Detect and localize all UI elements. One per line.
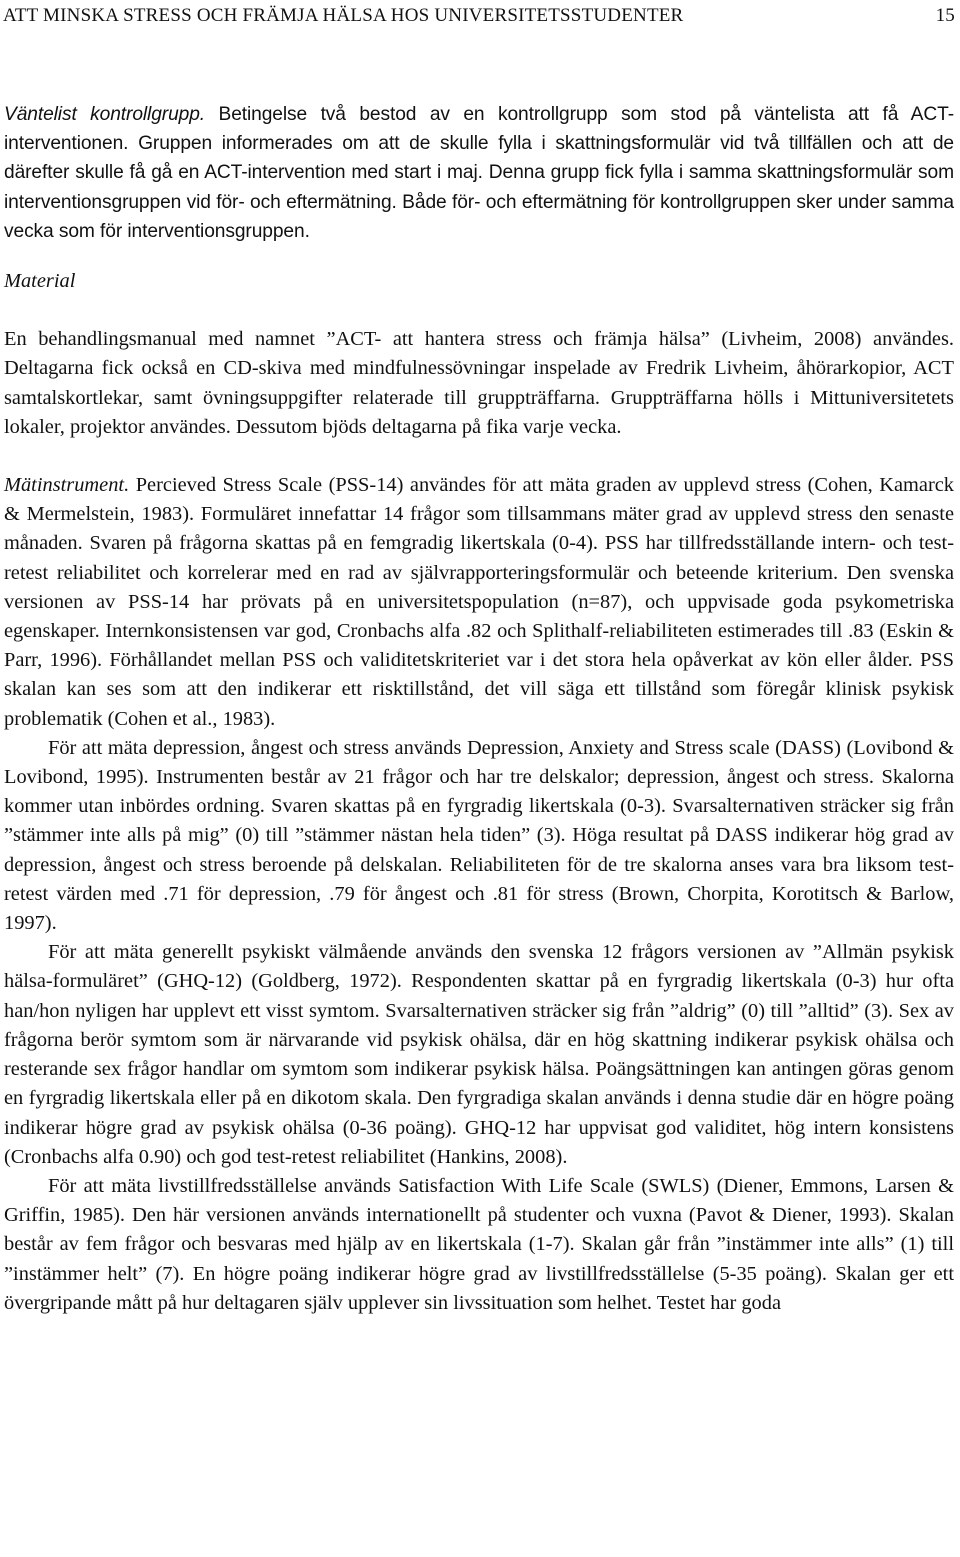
material-heading: Material [4,270,76,293]
ghq-paragraph: För att mäta generellt psykiskt välmående används den svenska 12 frågors versionen av ”Allmän psykisk hälsa-formuläret” (GHQ-12) (Goldberg, 1972). Respondenten skattar på en fyrgradig likertskala (0-3) hur ofta han/hon nyligen har upplevt ett visst symtom. Svarsalternativen sträcker sig från ”aldrig” (0) till ”alltid” (3). Sex av frågorna berör symtom som är närvarande vid psykisk ohälsa, där en hög skattning indikerar psykisk ohälsa och resterande sex frågor handlar om symtom som indikerar psykisk hälsa. Poängsättningen kan antingen göras genom en fyrgradig likertskala eller på en dikotom skala. Den fyrgradiga skalan används i denna studie där en högre poäng indikerar högre grad av psykisk ohälsa (0-36 poäng). GHQ-12 har uppvisat god validitet, hög intern konsistens (Cronbachs alfa 0.90) och god test-retest reliabilitet (Hankins, 2008). [4,941,954,1168]
pss-text: Percieved Stress Scale (PSS-14) användes för att mäta graden av upplevd stress (Cohen, Kamarck & Mermelstein, 1983). Formuläret innefattar 14 frågor som tillsammans mäter grad av upplevd stress den senaste månaden. Svaren på frågorna skattas på en femgradig likertskala (0-4). PSS har tillfredsställande intern- och test-retest reliabilitet och korrelerar med en rad av självrapporteringsformulär och beteende kriterium. Den svenska versionen av PSS-14 har prövats på en universitetspopulation (n=87), och uppvisade goda psykometriska egenskaper. Internkonsistensen var god, Cronbachs alfa .82 och Splithalf-reliabiliteten estimerades till .83 (Eskin & Parr, 1996). Förhållandet mellan PSS och validitetskriteriet var i det stora hela opåverkat av kön eller ålder. PSS skalan kan ses som att den indikerar ett risktillstånd, det vill säga ett tillstånd som föregår klinisk psykisk problematik (Cohen et al., 1983). [4,474,954,730]
page-number: 15 [935,5,955,26]
control-group-text-2: Både för- och eftermätning för kontrollgruppen sker under samma vecka som för interventionsgruppen. [4,191,954,242]
material-paragraph: En behandlingsmanual med namnet ”ACT- att hantera stress och främja hälsa” (Livheim, 2008) användes. Deltagarna fick också en CD-skiva med mindfulnessövningar inspelade av Fredrik Livheim, åhörarkopior, ACT samtalskortlekar, samt övningsuppgifter relaterade till gruppträffarna. Gruppträffarna hölls i Mittuniversitetets lokaler, projektor användes. Dessutom bjöds deltagarna på fika varje vecka. [4,328,954,438]
control-group-heading: Väntelist kontrollgrupp. [4,104,206,125]
spacer [4,442,954,471]
running-header [3,4,955,28]
running-title: ATT MINSKA STRESS OCH FRÄMJA HÄLSA HOS UNIVERSITETSSTUDENTER [3,5,684,26]
control-group-text-1: Betingelse två bestod av en kontrollgrupp som stod på väntelista att få ACT-interventionen. Gruppen informerades om att de skulle fylla i skattningsformulär vid två tillfällen och att de därefter skulle få gå en ACT-intervention med start i maj. Denna grupp fick fylla i samma skattningsformulär som interventionsgruppen vid för- och eftermätning. [4,104,954,213]
swls-paragraph: För att mäta livstillfredsställelse används Satisfaction With Life Scale (SWLS) (Diener, Emmons, Larsen & Griffin, 1985). Den här versionen används internationellt på studenter och vuxna (Pavot & Diener, 1993). Skalan består av fem frågor och besvaras med hjälp av en likertskala (1-7). Skalan går från ”instämmer inte alls” (1) till ”instämmer helt” (7). En högre poäng indikerar högre grad av livstillfredsställelse (5-35 poäng). Skalan ger ett övergripande mått på hur deltagaren själv upplever sin livssituation som helhet. Testet har goda [4,1174,954,1314]
spacer [4,296,954,325]
pss-paragraph [4,471,954,734]
body-text [4,100,954,1318]
instruments-heading: Mätinstrument. [4,474,130,497]
control-group-paragraph [4,100,954,246]
spacer [4,246,954,267]
dass-paragraph: För att mäta depression, ångest och stress används Depression, Anxiety and Stress scale (DASS) (Lovibond & Lovibond, 1995). Instrumenten består av 21 frågor och har tre delskalor; depression, ångest och stress. Skalorna kommer utan inbördes ordning. Svaren skattas på en fyrgradig likertskala (0-3). Svarsalternativen sträcker sig från ”stämmer inte alls på mig” (0) till ”stämmer nästan hela tiden” (3). Höga resultat på DASS indikerar hög grad av depression, ångest och stress beroende på delskalan. Reliabiliteten för de tre skalorna anses vara bra liksom test- retest värden med .71 för depression, .79 för ångest och .81 för stress (Brown, Chorpita, Korotitsch & Barlow, 1997). [4,736,954,935]
